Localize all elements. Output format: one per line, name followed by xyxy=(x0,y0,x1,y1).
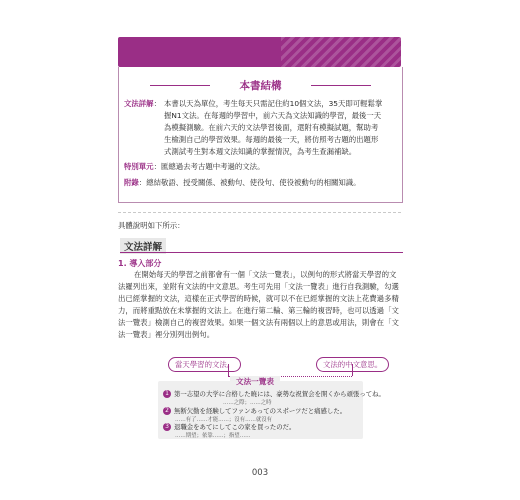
subsection-heading: 1. 導入部分 xyxy=(118,259,162,268)
page-number: 003 xyxy=(251,468,269,478)
banner-stripe-pattern xyxy=(281,37,401,67)
example-meaning: ……期望；依靠……；指望…… xyxy=(175,433,251,439)
structure-term-label: 附錄 xyxy=(124,178,139,187)
item-number-badge: 1 xyxy=(163,390,171,398)
callout-connector-right xyxy=(352,364,353,376)
structure-line: 總結敬語、授受關係、被動句、使役句、使役被動句的相關知識。 xyxy=(146,178,361,187)
banner-title: 致讀者 xyxy=(176,10,233,30)
section-label-underline xyxy=(120,252,403,253)
structure-term-sep: ： xyxy=(153,162,161,171)
example-sentence: 退職金をあてにしてこの家を買ったのだ。 xyxy=(174,423,296,431)
example-meaning: ……之際；……之時 xyxy=(223,400,272,406)
section-paragraph: 在開始每天的學習之前都會有一個「文法一覽表」，以例句的形式將當天學習的文法羅列出來，並附有文法的中文意思。考生可先用「文法一覽表」進行自我測驗，勾選出已經掌握的文法，這樣在正式學習的時候，就可以不在已經掌握的文法上花費過多精力，而將重點放在未掌握的文法上。在進行第二輪、第三輪的複習時，也可以透過「文法一覽表」檢測自己的複習效果。如果一個文法有兩個以上的意思或用法，則會在「文法一覽表」裡分別列出例句。 xyxy=(118,270,399,339)
example-meaning: ……有了……才能……；沒有……就沒有 xyxy=(175,417,273,423)
structure-term-label: 特別單元 xyxy=(124,162,154,171)
callout-grammar: 當天學習的文法。 xyxy=(168,357,241,372)
structure-description xyxy=(164,98,400,158)
structure-line: 為模擬測驗。在前六天的文法學習後面，還附有模擬試題，幫助考 xyxy=(164,123,379,132)
structure-term xyxy=(124,161,264,173)
callout-meaning: 文法的中文意思。 xyxy=(316,357,389,372)
structure-line: 匯總過去考古題中考過的文法。 xyxy=(160,162,265,171)
section-label: 文法詳解 xyxy=(120,238,166,254)
structure-term xyxy=(124,177,361,189)
intro-text: 具體說明如下所示： xyxy=(118,221,185,230)
structure-line: 握N1文法。在每週的學習中，前六天為文法知識的學習，最後一天 xyxy=(164,111,382,120)
grammar-list-item xyxy=(163,422,295,439)
callout-connector-left xyxy=(228,364,229,376)
structure-line: 生檢測自己的學習效果。每週的最後一天，將仿照考古題的出題形 xyxy=(164,135,379,144)
grammar-list-title: 文法一覽表 xyxy=(230,376,280,387)
example-sentence: 無断欠勤を経験してファンあってのスポーツだと痛感した。 xyxy=(174,407,347,415)
structure-term-sep: ： xyxy=(138,178,147,187)
grammar-list-item xyxy=(163,406,346,423)
item-number-badge: 3 xyxy=(163,423,171,431)
grammar-list-item xyxy=(163,389,385,406)
chevron-right-icon: ❯ xyxy=(152,3,168,25)
book-structure-heading-wrap xyxy=(150,78,371,92)
example-sentence: 第一志望の大学に合格した暁には、豪勢な祝賀会を開くから頑張ってね。 xyxy=(174,390,385,398)
structure-line: 式測試考生對本週文法知識的掌握情況，為考生查漏補缺。 xyxy=(164,147,357,156)
section-divider xyxy=(118,212,401,213)
book-structure-heading: 本書結構 xyxy=(239,80,282,92)
structure-term-sep: ： xyxy=(153,99,161,108)
structure-line: 本書以天為單位，考生每天只需記住約10個文法，35天即可輕鬆掌 xyxy=(164,99,383,108)
item-number-badge: 2 xyxy=(163,407,171,415)
chapter-banner xyxy=(118,37,401,67)
banner-kana-title: どくしゃへ xyxy=(10,8,105,29)
structure-term xyxy=(124,98,164,110)
structure-term-label: 文法詳解 xyxy=(124,99,154,108)
